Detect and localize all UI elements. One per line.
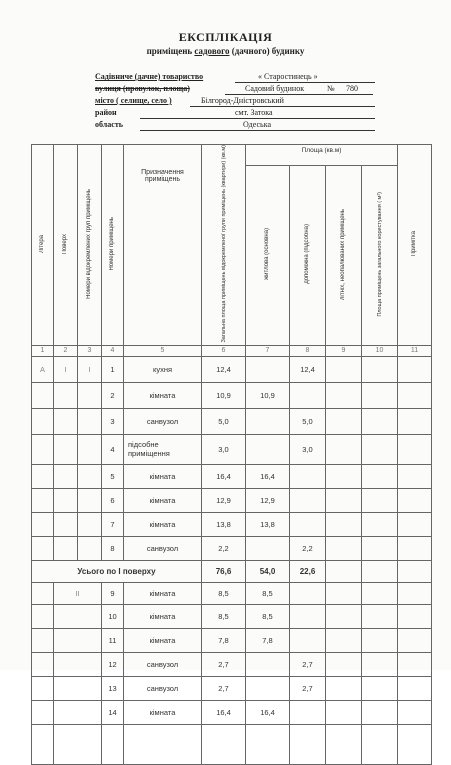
cell-letter	[32, 676, 54, 700]
cell-aux: 3,0	[290, 434, 326, 464]
cell-purpose: кімната	[124, 700, 202, 724]
cell-living: 13,8	[246, 512, 290, 536]
cell-group	[78, 434, 102, 464]
cell-letter	[32, 488, 54, 512]
cell-purpose: кухня	[124, 356, 202, 382]
cell-total: 7,8	[202, 628, 246, 652]
cell-letter	[32, 582, 54, 604]
cell-purpose: кімната	[124, 382, 202, 408]
cell-group	[78, 512, 102, 536]
cell-notes	[398, 652, 432, 676]
cell-living	[246, 536, 290, 560]
city-value: Білгород-Дністровський	[201, 96, 284, 105]
cell-room: 10	[102, 604, 124, 628]
cell-common	[362, 464, 398, 488]
cell-letter	[32, 700, 54, 724]
total-balcony	[326, 560, 362, 582]
table-row	[32, 700, 432, 724]
cell-balcony	[326, 652, 362, 676]
cell-purpose: кімната	[124, 512, 202, 536]
header-floor: Поверх	[54, 145, 78, 346]
cell-room: 2	[102, 382, 124, 408]
col-number: 8	[290, 345, 326, 356]
table-row	[32, 582, 432, 604]
cell-floor: II	[54, 582, 102, 604]
cell-letter	[32, 408, 54, 434]
explication-table	[31, 144, 432, 765]
document-title: ЕКСПЛІКАЦІЯ	[178, 30, 273, 44]
cell-purpose: кімната	[124, 582, 202, 604]
cell-living	[246, 408, 290, 434]
cell-notes	[398, 408, 432, 434]
cell-aux: 5,0	[290, 408, 326, 434]
cell-notes	[398, 512, 432, 536]
cell-group	[78, 382, 102, 408]
header-common: Площа приміщень загального користування ( м²)	[362, 166, 398, 345]
table-row	[32, 536, 432, 560]
cell-living	[246, 356, 290, 382]
header-auxiliary: допоміжна (підсобна)	[290, 166, 326, 345]
header-letter: Літера	[32, 145, 54, 346]
table-row	[32, 488, 432, 512]
cell-common	[362, 382, 398, 408]
table-row	[32, 628, 432, 652]
cell-purpose: кімната	[124, 628, 202, 652]
cell-group	[78, 488, 102, 512]
header-balconies: літніх, неопалюваних приміщень	[326, 166, 362, 345]
cell-purpose: кімната	[124, 488, 202, 512]
col-number: 10	[362, 345, 398, 356]
cell-living: 16,4	[246, 700, 290, 724]
district-underline	[140, 118, 375, 119]
city-label: місто ( селище, село )	[95, 96, 172, 105]
cell-floor: I	[54, 356, 78, 382]
col-number: 4	[102, 345, 124, 356]
subtitle-prefix: приміщень	[146, 46, 193, 56]
cell-balcony	[326, 700, 362, 724]
cell-balcony	[326, 488, 362, 512]
cell-living: 7,8	[246, 628, 290, 652]
cell-living	[246, 652, 290, 676]
cell-room: 3	[102, 408, 124, 434]
cell-notes	[398, 434, 432, 464]
cell-living: 12,9	[246, 488, 290, 512]
cell-balcony	[326, 628, 362, 652]
cell-common	[362, 536, 398, 560]
cell-letter	[32, 434, 54, 464]
cell-letter	[32, 628, 54, 652]
cell-notes	[398, 604, 432, 628]
cell-balcony	[326, 408, 362, 434]
cell-purpose: санвузол	[124, 408, 202, 434]
cell-total: 16,4	[202, 700, 246, 724]
table-row	[32, 652, 432, 676]
cell-aux	[290, 512, 326, 536]
cell-common	[362, 434, 398, 464]
subtitle-suffix: (дачного) будинку	[231, 46, 305, 56]
cell-room: 11	[102, 628, 124, 652]
cell-common	[362, 488, 398, 512]
cell-aux: 2,7	[290, 676, 326, 700]
header-row	[32, 145, 432, 166]
cell-notes	[398, 700, 432, 724]
table-row	[32, 382, 432, 408]
cell-total: 16,4	[202, 464, 246, 488]
cell-letter	[32, 464, 54, 488]
cell-room: 14	[102, 700, 124, 724]
cell-floor	[54, 652, 102, 676]
total-area: 76,6	[202, 560, 246, 582]
cell-common	[362, 512, 398, 536]
cell-letter	[32, 604, 54, 628]
table-row	[32, 408, 432, 434]
col-number: 9	[326, 345, 362, 356]
cell-common	[362, 676, 398, 700]
cell-common	[362, 628, 398, 652]
cell-aux: 2,2	[290, 536, 326, 560]
cell-total: 12,9	[202, 488, 246, 512]
total-common	[362, 560, 398, 582]
col-number: 2	[54, 345, 78, 356]
col-number: 11	[398, 345, 432, 356]
cell-aux	[290, 700, 326, 724]
city-line	[95, 96, 172, 105]
header-total-area: Загальна площа приміщень відокремленої групи приміщень (квартири) (кв.м)	[202, 145, 246, 346]
cell-group: I	[78, 356, 102, 382]
cell-aux	[290, 628, 326, 652]
cell-group	[78, 536, 102, 560]
table-row	[32, 356, 432, 382]
cell-total: 10,9	[202, 382, 246, 408]
cell-room: 9	[102, 582, 124, 604]
cell-common	[362, 408, 398, 434]
cell-room: 5	[102, 464, 124, 488]
cell-living	[246, 676, 290, 700]
cell-letter	[32, 652, 54, 676]
header-living: житлова (основна)	[246, 166, 290, 345]
cell-notes	[398, 582, 432, 604]
cell-living: 8,5	[246, 582, 290, 604]
cell-common	[362, 652, 398, 676]
header-purpose: Призначення приміщень	[124, 145, 202, 346]
cell-notes	[398, 488, 432, 512]
partnership-label: Садівниче (дачне) товариство	[95, 72, 204, 81]
cell-total: 2,2	[202, 536, 246, 560]
cell-total: 12,4	[202, 356, 246, 382]
table-row	[32, 434, 432, 464]
cell-floor	[54, 464, 78, 488]
cell-aux	[290, 382, 326, 408]
cell-letter	[32, 512, 54, 536]
cell-living	[246, 434, 290, 464]
cell-balcony	[326, 356, 362, 382]
cell-total: 2,7	[202, 676, 246, 700]
total-notes	[398, 560, 432, 582]
cell-balcony	[326, 582, 362, 604]
cell-notes	[398, 628, 432, 652]
total-label: Усього по І поверху	[32, 560, 202, 582]
cell-floor	[54, 512, 78, 536]
street-line	[95, 84, 190, 93]
header-room-no: Номери приміщень	[102, 145, 124, 346]
column-number-row	[32, 345, 432, 356]
cell-floor	[54, 536, 78, 560]
table-row	[32, 464, 432, 488]
cell-letter	[32, 536, 54, 560]
cell-aux	[290, 464, 326, 488]
cell-purpose: кімната	[124, 464, 202, 488]
cell-room: 4	[102, 434, 124, 464]
cell-purpose: санвузол	[124, 652, 202, 676]
total-living: 54,0	[246, 560, 290, 582]
cell-total: 5,0	[202, 408, 246, 434]
col-number: 3	[78, 345, 102, 356]
cell-total: 8,5	[202, 604, 246, 628]
region-value: Одеська	[243, 120, 272, 129]
col-number: 5	[124, 345, 202, 356]
header-group-no: Номери відокремлених груп приміщень	[78, 145, 102, 346]
cell-living: 10,9	[246, 382, 290, 408]
col-number: 6	[202, 345, 246, 356]
header-area-group: Площа (кв.м)	[246, 145, 398, 166]
cell-letter: А	[32, 356, 54, 382]
cell-notes	[398, 676, 432, 700]
floor-total-row	[32, 560, 432, 582]
cell-total: 3,0	[202, 434, 246, 464]
cell-aux	[290, 604, 326, 628]
partnership-line	[95, 72, 203, 81]
cell-common	[362, 604, 398, 628]
cell-floor	[54, 676, 102, 700]
city-underline	[190, 106, 375, 107]
col-number: 1	[32, 345, 54, 356]
cell-notes	[398, 356, 432, 382]
street-value: Садовий будинок	[245, 84, 305, 93]
cell-floor	[54, 382, 78, 408]
subtitle-underlined: садового	[194, 46, 230, 56]
street-underline	[225, 94, 373, 95]
cell-notes	[398, 536, 432, 560]
cell-balcony	[326, 464, 362, 488]
region-label: область	[95, 120, 123, 129]
cell-notes	[398, 382, 432, 408]
region-underline	[140, 130, 375, 131]
cell-notes	[398, 464, 432, 488]
cell-purpose: кімната	[124, 604, 202, 628]
cell-aux: 12,4	[290, 356, 326, 382]
cell-total: 8,5	[202, 582, 246, 604]
number-value: 780	[346, 84, 358, 93]
cell-letter	[32, 382, 54, 408]
col-number: 7	[246, 345, 290, 356]
partnership-value: « Старостинець »	[258, 72, 318, 81]
number-label: №	[327, 84, 335, 93]
cell-floor	[54, 628, 102, 652]
cell-room: 8	[102, 536, 124, 560]
table-row	[32, 676, 432, 700]
cell-balcony	[326, 604, 362, 628]
cell-common	[362, 582, 398, 604]
table-row	[32, 604, 432, 628]
district-label: район	[95, 108, 117, 117]
cell-balcony	[326, 512, 362, 536]
total-aux: 22,6	[290, 560, 326, 582]
cell-floor	[54, 700, 102, 724]
cell-common	[362, 356, 398, 382]
cell-total: 13,8	[202, 512, 246, 536]
header-notes: Примітка	[398, 145, 432, 346]
cell-balcony	[326, 536, 362, 560]
cell-aux	[290, 582, 326, 604]
cell-living: 8,5	[246, 604, 290, 628]
cell-purpose: санвузол	[124, 536, 202, 560]
cell-room: 12	[102, 652, 124, 676]
partnership-underline	[235, 82, 375, 83]
cell-room: 13	[102, 676, 124, 700]
cell-balcony	[326, 676, 362, 700]
cell-living: 16,4	[246, 464, 290, 488]
table-row-empty	[32, 724, 432, 764]
document-subtitle	[0, 46, 451, 56]
cell-floor	[54, 604, 102, 628]
cell-total: 2,7	[202, 652, 246, 676]
cell-common	[362, 700, 398, 724]
cell-room: 6	[102, 488, 124, 512]
cell-room: 1	[102, 356, 124, 382]
cell-floor	[54, 408, 78, 434]
table-row	[32, 512, 432, 536]
cell-group	[78, 464, 102, 488]
cell-floor	[54, 488, 78, 512]
cell-aux	[290, 488, 326, 512]
cell-group	[78, 408, 102, 434]
district-value: смт. Затока	[235, 108, 273, 117]
cell-room: 7	[102, 512, 124, 536]
cell-balcony	[326, 382, 362, 408]
cell-purpose: підсобне приміщення	[124, 434, 202, 464]
street-label: вулиця (провулок, площа)	[95, 84, 190, 93]
cell-purpose: санвузол	[124, 676, 202, 700]
cell-balcony	[326, 434, 362, 464]
cell-floor	[54, 434, 78, 464]
cell-aux: 2,7	[290, 652, 326, 676]
